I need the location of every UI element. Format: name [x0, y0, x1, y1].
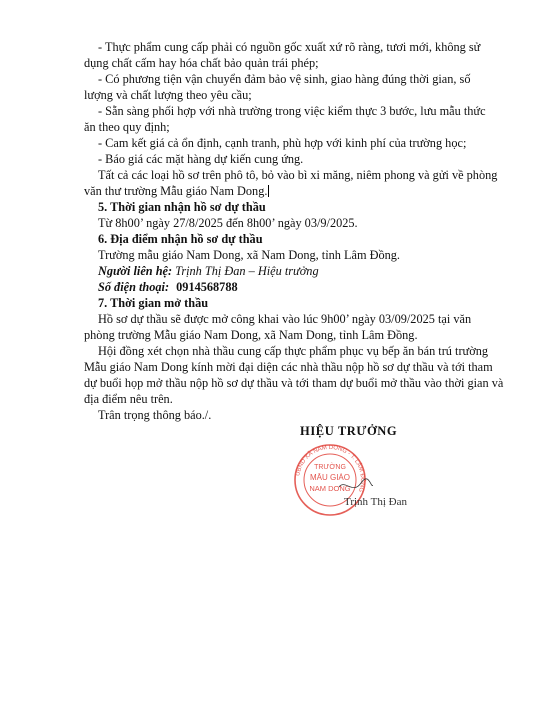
paragraph-line: phòng trường Mẫu giáo Nam Dong, xã Nam Dong, tỉnh Lâm Đồng. [84, 328, 418, 342]
signature-title: HIỆU TRƯỞNG [300, 424, 398, 438]
paragraph-line: Hội đồng xét chọn nhà thầu cung cấp thực phẩm phục vụ bếp ăn bán trú trường [98, 344, 489, 358]
phone-label: Số điện thoại: [98, 280, 170, 294]
section-heading-7: 7. Thời gian mở thầu [98, 296, 209, 310]
requirement-line: ăn theo quy định; [84, 120, 170, 134]
requirement-line: - Có phương tiện vận chuyển đảm bảo vệ sinh, giao hàng đúng thời gian, số [98, 72, 471, 86]
signer-name: Trịnh Thị Đan [344, 496, 407, 508]
paragraph-line: Mẫu giáo Nam Dong kính mời đại diện các nhà thầu nộp hồ sơ dự thầu và tới tham [84, 360, 493, 374]
svg-text:TRƯỜNG: TRƯỜNG [314, 464, 346, 471]
text-cursor [268, 185, 269, 197]
phone-number: 0914568788 [176, 280, 238, 294]
svg-text:UBND XÃ NAM DONG - T. LÂM ĐỒNG: UBND XÃ NAM DONG - T. LÂM ĐỒNG [295, 444, 366, 493]
closing-line: Trân trọng thông báo./. [98, 408, 212, 422]
paragraph-line: Hồ sơ dự thầu sẽ được mở công khai vào lúc 9h00’ ngày 03/09/2025 tại văn [98, 312, 472, 326]
requirement-line: - Sẵn sàng phối hợp với nhà trường trong việc kiểm thực 3 bước, lưu mẫu thức [98, 104, 486, 118]
svg-text:NAM DONG: NAM DONG [309, 484, 351, 493]
section-heading-6: 6. Địa điểm nhận hồ sơ dự thầu [98, 232, 263, 246]
paragraph-line: Từ 8h00’ ngày 27/8/2025 đến 8h00’ ngày 03/9/2025. [98, 216, 358, 230]
paragraph-line: Tất cả các loại hồ sơ trên phô tô, bỏ vào bì xi măng, niêm phong và gửi về phòng [98, 168, 498, 182]
section-heading-5: 5. Thời gian nhận hồ sơ dự thầu [98, 200, 266, 214]
svg-text:MẪU GIÁO: MẪU GIÁO [309, 473, 351, 482]
phone-line [98, 280, 238, 294]
paragraph-line: địa điểm nêu trên. [84, 392, 173, 406]
paragraph-line: văn thư trường Mẫu giáo Nam Dong. [84, 184, 268, 198]
requirement-line: - Báo giá các mặt hàng dự kiến cung ứng. [98, 152, 304, 166]
requirement-line: lượng và chất lượng theo yêu cầu; [84, 88, 252, 102]
requirement-line: - Thực phẩm cung cấp phải có nguồn gốc xuất xứ rõ ràng, tươi mới, không sử [98, 40, 481, 54]
paragraph-line: dự buổi họp mở thầu nộp hồ sơ dự thầu và tới tham dự buổi mở thầu vào thời gian và [84, 376, 504, 390]
contact-name: Trịnh Thị Đan – Hiệu trưởng [175, 264, 319, 278]
requirement-line: dụng chất cấm hay hóa chất bảo quản trái phép; [84, 56, 319, 70]
contact-line [98, 264, 319, 278]
requirement-line: - Cam kết giá cả ổn định, cạnh tranh, phù hợp với kinh phí của trường học; [98, 136, 467, 150]
paragraph-line: Trường mẫu giáo Nam Dong, xã Nam Dong, tỉnh Lâm Đồng. [98, 248, 400, 262]
contact-label: Người liên hệ: [98, 264, 173, 278]
